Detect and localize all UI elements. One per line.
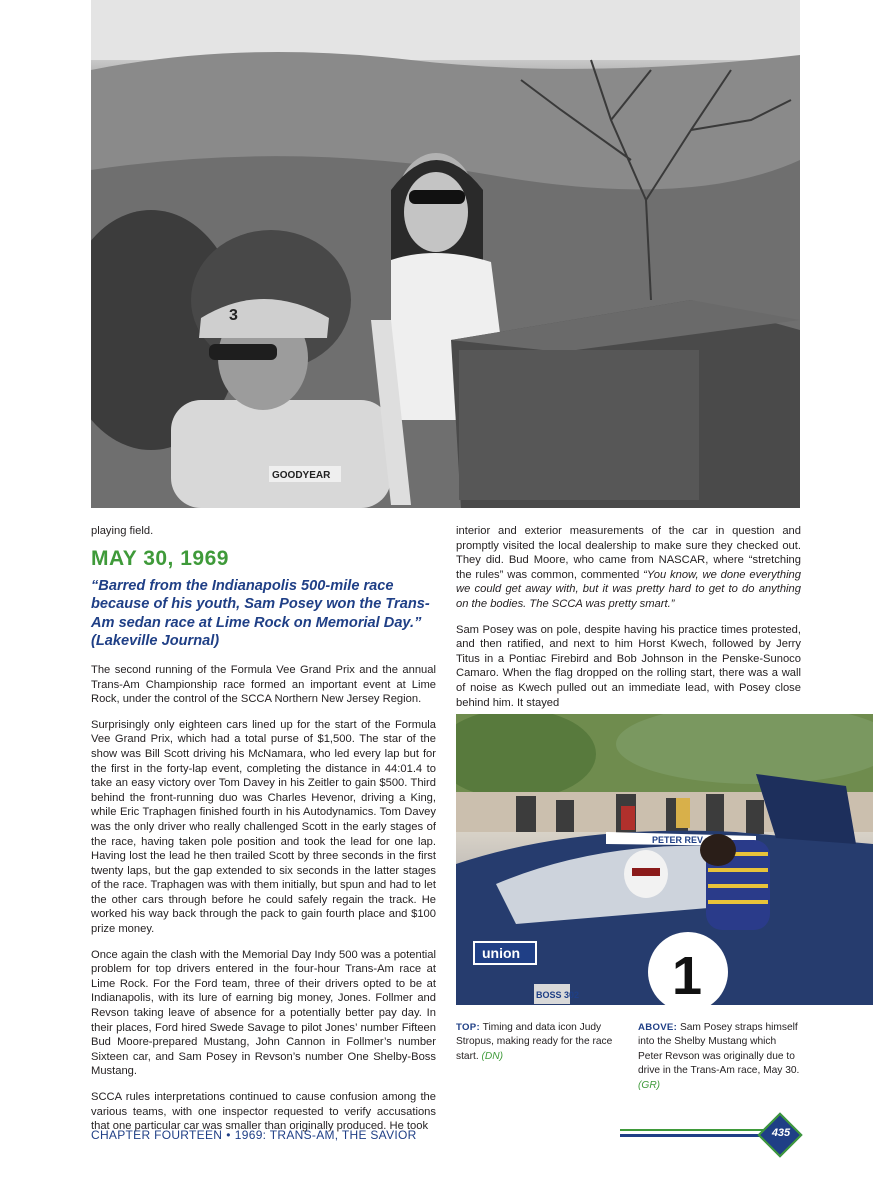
paragraph: SCCA rules interpretations continued to cause confusion among the various teams, with one inspector requested to verify accusations that one particular car was smaller than originally produced. He took bbox=[91, 1091, 436, 1133]
left-column bbox=[91, 524, 436, 1145]
caption-top-label: TOP: bbox=[456, 1022, 480, 1033]
running-footer bbox=[91, 1128, 417, 1142]
photo-top-illustration bbox=[91, 0, 800, 508]
car-number: 1 bbox=[672, 946, 703, 1005]
union-decal: union bbox=[482, 945, 521, 961]
caption-above bbox=[638, 1021, 803, 1093]
chapter-title: 1969: TRANS-AM, THE SAVIOR bbox=[234, 1128, 417, 1142]
shirt-logo: GOODYEAR bbox=[272, 470, 331, 481]
caption-top bbox=[456, 1021, 616, 1064]
paragraph: Sam Posey was on pole, despite having his practice times protested, and then ratified, and next to him Horst Kwech, followed by Jerry Titus in a Pontiac Firebird and Bob Johnson in the Penske-Sunoco Camaro. When the flag dropped on the rolling start, there was a wall of noise as Kwech pulled out an immediate lead, with Posey close behind him. It stayed bbox=[456, 623, 801, 709]
caption-top-credit: (DN) bbox=[481, 1050, 503, 1062]
date-heading: MAY 30, 1969 bbox=[91, 546, 229, 570]
caption-above-label: ABOVE: bbox=[638, 1022, 678, 1033]
rule-line-green bbox=[620, 1129, 770, 1131]
paragraph: Once again the clash with the Memorial Day Indy 500 was a potential problem for top drivers entered in the four-hour Trans-Am race at Lime Rock. For the Ford team, three of their drivers opted to be at Indianapolis, with its lure of earning big money, Jones. Follmer and Revson taking leave of absence for a potentially better pay day. In their places, Ford hired Swede Savage to pilot Jones’ number Fifteen Bud Moore-prepared Mustang, John Cannon in Follmer’s number Sixteen car, and Sam Posey in Revson’s number One Shelby-Boss Mustang. bbox=[91, 948, 436, 1078]
boss-decal: BOSS 302 bbox=[536, 990, 580, 1000]
photo-posey-mustang bbox=[456, 714, 873, 1005]
page-number: 435 bbox=[771, 1127, 791, 1139]
windshield-banner: PETER REV bbox=[652, 835, 704, 845]
caption-top-text: Timing and data icon Judy Stropus, making ready for the race start. bbox=[456, 1022, 613, 1062]
paragraph-text: interior and exterior measurements of the car in question and promptly visited the local dealership to make sure they checked out. They did. Bud Moore, who came from NASCAR, where “stretching the rules” was common, commented bbox=[456, 525, 801, 581]
right-column bbox=[456, 524, 801, 721]
footer-rule bbox=[620, 1129, 770, 1140]
chapter-label: CHAPTER FOURTEEN bbox=[91, 1128, 223, 1142]
paragraph bbox=[456, 524, 801, 612]
paragraph: Surprisingly only eighteen cars lined up for the start of the Formula Vee Grand Prix, which had a total purse of $1,500. The star of the show was Bill Scott driving his McNamara, who led every lap but for the first in the forty-lap event, completing the distance in 44:01.4 to take an easy victory over Tom Davey in his Zeitler to gain $500. Third behind the front-running duo was Charles Hevenor, driving a King, while Eric Traphagen finished fourth in his Autodynamics. Tom Davey was the only driver who really challenged Scott in the early stages of the race, having taken pole position and took the lead for one lap. Having lost the lead he then trailed Scott by three seconds in the first twenty laps, but the gap extended to six seconds in the latter stages of the race. Traphagen was with them initially, but spun and had to let the other cars through before he could safely regain the track. He worked his way back through the pack to gain fourth place and $100 prize money. bbox=[91, 718, 436, 936]
pull-quote: “Barred from the Indianapolis 500-mile race because of his youth, Sam Posey won the Trans-Am sedan race at Lime Rock on Memorial Day.” (Lakeville Journal) bbox=[91, 577, 430, 650]
caption-above-text: Sam Posey straps himself into the Shelby Mustang which Peter Revson was originally due to drive in the Trans-Am race, May 30. bbox=[638, 1022, 800, 1077]
rule-line-blue bbox=[620, 1134, 770, 1137]
continued-text: playing field. bbox=[91, 525, 154, 537]
paragraph: The second running of the Formula Vee Grand Prix and the annual Trans-Am Championship race formed an important event at Lime Rock, under the control of the SCCA Northern New Jersey Region. bbox=[91, 663, 436, 706]
footer-separator: • bbox=[226, 1128, 231, 1142]
cap-emblem: 3 bbox=[229, 307, 238, 324]
caption-above-credit: (GR) bbox=[638, 1079, 661, 1091]
photo-top-timing-scene bbox=[91, 0, 800, 508]
photo-right-illustration bbox=[456, 714, 873, 1005]
moore-quote: “You know, we done everything we could get away with, but it was pretty hard to get to do anything on the bodies. The SCCA was pretty smart.” bbox=[456, 568, 802, 610]
